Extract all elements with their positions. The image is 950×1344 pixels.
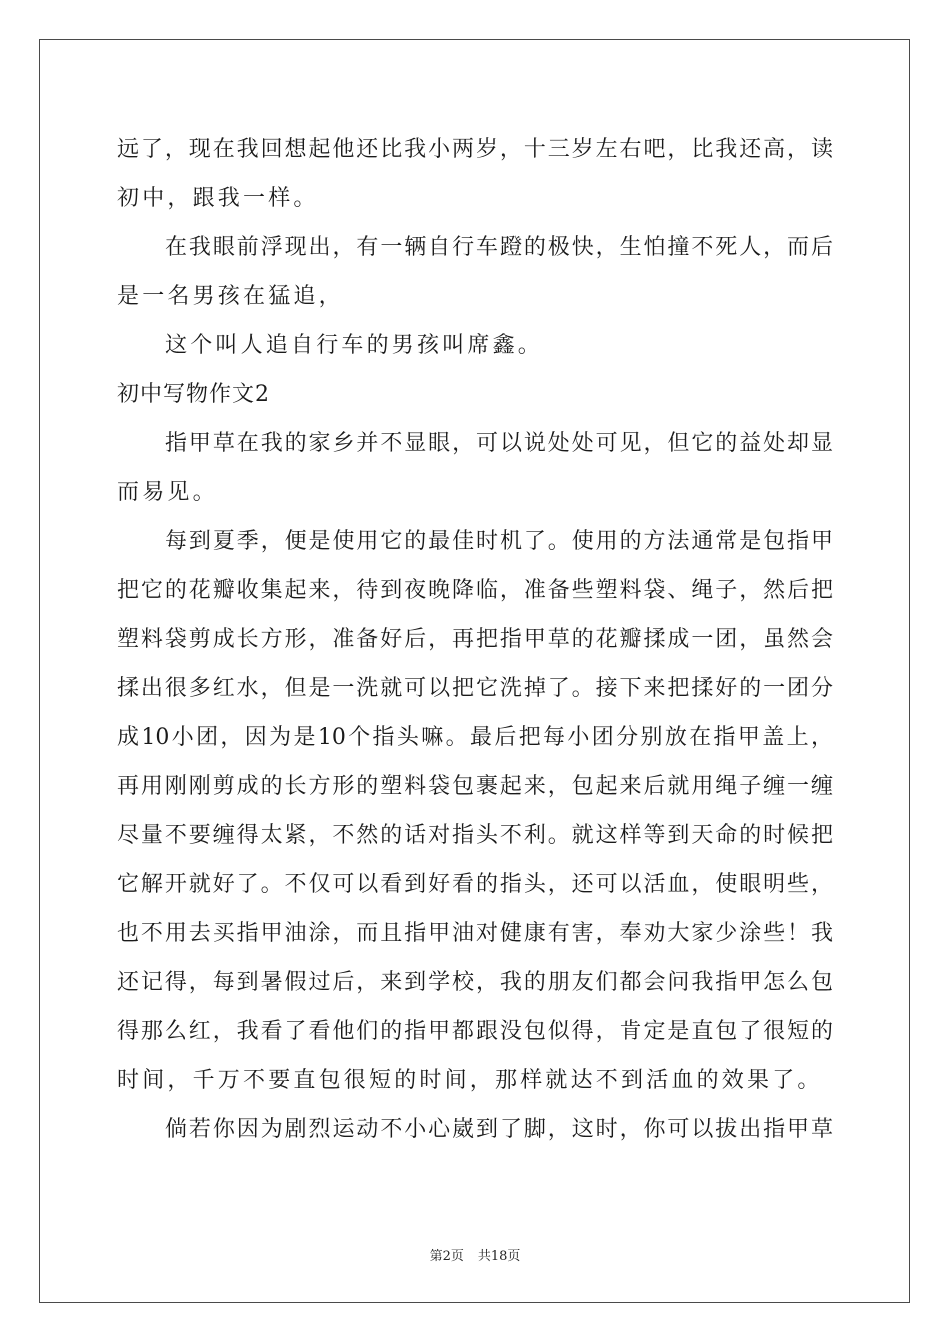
text-line: 倘若你因为剧烈运动不小心崴到了脚，这时，你可以拔出指甲草: [165, 1117, 833, 1142]
text-line: 成10小团，因为是10个指头嘛。最后把每小团分别放在指甲盖上，: [117, 725, 833, 750]
text-line: 指甲草在我的家乡并不显眼，可以说处处可见，但它的益处却显: [165, 431, 833, 456]
text-line: 而易见。: [117, 480, 218, 505]
text-line: 初中，跟我一样。: [117, 186, 319, 211]
text-line: 它解开就好了。不仅可以看到好看的指头，还可以活血，使眼明些，: [117, 872, 833, 897]
section-heading: 初中写物作文2: [117, 382, 270, 407]
text-line: 揉出很多红水，但是一洗就可以把它洗掉了。接下来把揉好的一团分: [117, 676, 833, 701]
text-line: 是一名男孩在猛追，: [117, 284, 344, 309]
text-line: 这个叫人追自行车的男孩叫席鑫。: [165, 333, 544, 358]
text-line: 远了，现在我回想起他还比我小两岁，十三岁左右吧，比我还高，读: [117, 137, 833, 162]
text-line: 还记得，每到暑假过后，来到学校，我的朋友们都会问我指甲怎么包: [117, 970, 833, 995]
page-footer: [0, 1245, 950, 1264]
document-body: [117, 125, 833, 1154]
text-line: 在我眼前浮现出，有一辆自行车蹬的极快，生怕撞不死人，而后: [165, 235, 833, 260]
page-total: 共18页: [477, 1249, 521, 1264]
page-number: 第2页: [429, 1249, 464, 1264]
text-line: 时间，千万不要直包很短的时间，那样就达不到活血的效果了。: [117, 1068, 823, 1093]
text-line: 每到夏季，便是使用它的最佳时机了。使用的方法通常是包指甲: [165, 529, 833, 554]
text-line: 得那么红，我看了看他们的指甲都跟没包似得，肯定是直包了很短的: [117, 1019, 833, 1044]
text-line: 也不用去买指甲油涂，而且指甲油对健康有害，奉劝大家少涂些！我: [117, 921, 833, 946]
text-line: 把它的花瓣收集起来，待到夜晚降临，准备些塑料袋、绳子，然后把: [117, 578, 833, 603]
text-line: 再用刚刚剪成的长方形的塑料袋包裹起来，包起来后就用绳子缠一缠: [117, 774, 833, 799]
text-line: 塑料袋剪成长方形，准备好后，再把指甲草的花瓣揉成一团，虽然会: [117, 627, 833, 652]
text-line: 尽量不要缠得太紧，不然的话对指头不利。就这样等到天命的时候把: [117, 823, 833, 848]
